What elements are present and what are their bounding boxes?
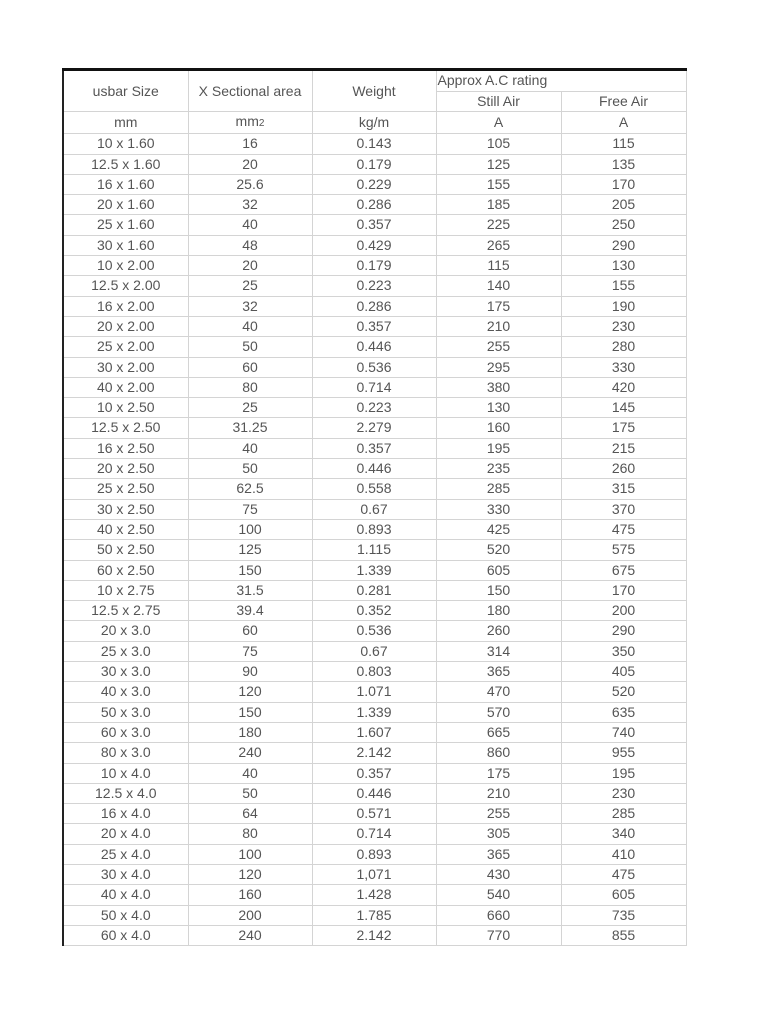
still-air-cell: 260: [436, 621, 561, 641]
area-cell: 25: [188, 398, 312, 418]
still-air-cell: 665: [436, 722, 561, 742]
area-cell: 40: [188, 763, 312, 783]
area-cell: 200: [188, 905, 312, 925]
size-cell: 12.5 x 2.50: [63, 418, 188, 438]
area-cell: 75: [188, 641, 312, 661]
weight-cell: 0.536: [312, 357, 436, 377]
size-cell: 16 x 1.60: [63, 174, 188, 194]
area-cell: 40: [188, 215, 312, 235]
area-cell: 32: [188, 195, 312, 215]
area-cell: 60: [188, 357, 312, 377]
area-cell: 25.6: [188, 174, 312, 194]
weight-cell: 0.714: [312, 824, 436, 844]
free-air-cell: 170: [561, 580, 686, 600]
still-air-cell: 255: [436, 804, 561, 824]
free-air-cell: 175: [561, 418, 686, 438]
weight-cell: 0.357: [312, 763, 436, 783]
table-row: [63, 519, 686, 539]
weight-cell: 0.446: [312, 459, 436, 479]
free-air-cell: 170: [561, 174, 686, 194]
table-row: [63, 743, 686, 763]
size-cell: 30 x 2.00: [63, 357, 188, 377]
weight-cell: 0.357: [312, 438, 436, 458]
table-row: [63, 601, 686, 621]
size-cell: 10 x 4.0: [63, 763, 188, 783]
size-cell: 16 x 4.0: [63, 804, 188, 824]
size-cell: 40 x 2.00: [63, 377, 188, 397]
unit-free-air: A: [561, 112, 686, 134]
still-air-cell: 365: [436, 844, 561, 864]
table-row: [63, 702, 686, 722]
weight-cell: 0.714: [312, 377, 436, 397]
still-air-cell: 125: [436, 154, 561, 174]
size-cell: 40 x 3.0: [63, 682, 188, 702]
size-cell: 60 x 2.50: [63, 560, 188, 580]
area-cell: 150: [188, 702, 312, 722]
table-row: [63, 398, 686, 418]
table-row: [63, 864, 686, 884]
unit-weight: kg/m: [312, 112, 436, 134]
still-air-cell: 175: [436, 296, 561, 316]
area-cell: 39.4: [188, 601, 312, 621]
still-air-cell: 470: [436, 682, 561, 702]
size-cell: 60 x 4.0: [63, 925, 188, 945]
free-air-cell: 330: [561, 357, 686, 377]
table-row: [63, 662, 686, 682]
size-cell: 12.5 x 1.60: [63, 154, 188, 174]
table-row: [63, 459, 686, 479]
weight-cell: 0.357: [312, 215, 436, 235]
table-row: [63, 215, 686, 235]
still-air-cell: 305: [436, 824, 561, 844]
weight-cell: 1.115: [312, 540, 436, 560]
table-row: [63, 377, 686, 397]
size-cell: 10 x 2.75: [63, 580, 188, 600]
size-cell: 20 x 2.00: [63, 316, 188, 336]
weight-cell: 0.143: [312, 134, 436, 154]
area-cell: 25: [188, 276, 312, 296]
free-air-cell: 740: [561, 722, 686, 742]
free-air-cell: 145: [561, 398, 686, 418]
still-air-cell: 150: [436, 580, 561, 600]
free-air-cell: 350: [561, 641, 686, 661]
header-weight: Weight: [312, 70, 436, 112]
size-cell: 50 x 3.0: [63, 702, 188, 722]
area-cell: 50: [188, 459, 312, 479]
area-cell: 100: [188, 844, 312, 864]
still-air-cell: 105: [436, 134, 561, 154]
still-air-cell: 185: [436, 195, 561, 215]
size-cell: 50 x 4.0: [63, 905, 188, 925]
area-cell: 80: [188, 377, 312, 397]
weight-cell: 0.352: [312, 601, 436, 621]
size-cell: 10 x 2.50: [63, 398, 188, 418]
still-air-cell: 520: [436, 540, 561, 560]
weight-cell: 0.179: [312, 256, 436, 276]
area-cell: 240: [188, 743, 312, 763]
weight-cell: 0.281: [312, 580, 436, 600]
area-cell: 31.25: [188, 418, 312, 438]
area-cell: 40: [188, 438, 312, 458]
free-air-cell: 250: [561, 215, 686, 235]
size-cell: 40 x 2.50: [63, 519, 188, 539]
size-cell: 16 x 2.50: [63, 438, 188, 458]
size-cell: 30 x 4.0: [63, 864, 188, 884]
area-cell: 75: [188, 499, 312, 519]
size-cell: 25 x 2.50: [63, 479, 188, 499]
still-air-cell: 210: [436, 316, 561, 336]
weight-cell: 1,071: [312, 864, 436, 884]
table-row: [63, 418, 686, 438]
size-cell: 12.5 x 2.75: [63, 601, 188, 621]
weight-cell: 1.339: [312, 560, 436, 580]
table-row: [63, 154, 686, 174]
weight-cell: 1.785: [312, 905, 436, 925]
table-row: [63, 560, 686, 580]
size-cell: 50 x 2.50: [63, 540, 188, 560]
weight-cell: 0.286: [312, 195, 436, 215]
still-air-cell: 140: [436, 276, 561, 296]
free-air-cell: 420: [561, 377, 686, 397]
area-cell: 64: [188, 804, 312, 824]
area-cell: 20: [188, 154, 312, 174]
weight-cell: 0.536: [312, 621, 436, 641]
header-size: usbar Size: [63, 70, 188, 112]
free-air-cell: 205: [561, 195, 686, 215]
size-cell: 20 x 2.50: [63, 459, 188, 479]
unit-still-air: A: [436, 112, 561, 134]
size-cell: 10 x 2.00: [63, 256, 188, 276]
header-area: X Sectional area: [188, 70, 312, 112]
free-air-cell: 410: [561, 844, 686, 864]
weight-cell: 0.357: [312, 316, 436, 336]
weight-cell: 2.142: [312, 743, 436, 763]
free-air-cell: 130: [561, 256, 686, 276]
table-row: [63, 925, 686, 945]
weight-cell: 0.571: [312, 804, 436, 824]
weight-cell: 0.179: [312, 154, 436, 174]
size-cell: 30 x 3.0: [63, 662, 188, 682]
table-row: [63, 621, 686, 641]
area-cell: 62.5: [188, 479, 312, 499]
free-air-cell: 955: [561, 743, 686, 763]
area-cell: 180: [188, 722, 312, 742]
still-air-cell: 540: [436, 885, 561, 905]
area-cell: 160: [188, 885, 312, 905]
still-air-cell: 115: [436, 256, 561, 276]
table-row: [63, 885, 686, 905]
still-air-cell: 130: [436, 398, 561, 418]
area-cell: 16: [188, 134, 312, 154]
still-air-cell: 295: [436, 357, 561, 377]
weight-cell: 1.339: [312, 702, 436, 722]
free-air-cell: 200: [561, 601, 686, 621]
free-air-cell: 195: [561, 763, 686, 783]
table-row: [63, 804, 686, 824]
unit-size: mm: [63, 112, 188, 134]
free-air-cell: 605: [561, 885, 686, 905]
free-air-cell: 260: [561, 459, 686, 479]
size-cell: 25 x 2.00: [63, 337, 188, 357]
still-air-cell: 314: [436, 641, 561, 661]
weight-cell: 1.071: [312, 682, 436, 702]
table-body: [63, 70, 686, 946]
weight-cell: 0.67: [312, 499, 436, 519]
table-row: [63, 296, 686, 316]
table-row: [63, 357, 686, 377]
size-cell: 30 x 1.60: [63, 235, 188, 255]
still-air-cell: 330: [436, 499, 561, 519]
free-air-cell: 290: [561, 235, 686, 255]
still-air-cell: 380: [436, 377, 561, 397]
area-cell: 150: [188, 560, 312, 580]
free-air-cell: 285: [561, 804, 686, 824]
size-cell: 20 x 4.0: [63, 824, 188, 844]
size-cell: 30 x 2.50: [63, 499, 188, 519]
weight-cell: 2.142: [312, 925, 436, 945]
free-air-cell: 290: [561, 621, 686, 641]
size-cell: 10 x 1.60: [63, 134, 188, 154]
table-row: [63, 824, 686, 844]
still-air-cell: 160: [436, 418, 561, 438]
free-air-cell: 475: [561, 864, 686, 884]
still-air-cell: 255: [436, 337, 561, 357]
weight-cell: 1.607: [312, 722, 436, 742]
weight-cell: 0.223: [312, 276, 436, 296]
header-rating: Approx A.C rating: [436, 70, 686, 92]
free-air-cell: 155: [561, 276, 686, 296]
free-air-cell: 230: [561, 783, 686, 803]
still-air-cell: 285: [436, 479, 561, 499]
table-row: [63, 256, 686, 276]
free-air-cell: 575: [561, 540, 686, 560]
still-air-cell: 195: [436, 438, 561, 458]
free-air-cell: 475: [561, 519, 686, 539]
weight-cell: 0.429: [312, 235, 436, 255]
free-air-cell: 190: [561, 296, 686, 316]
free-air-cell: 635: [561, 702, 686, 722]
unit-area-base: mm: [235, 113, 259, 129]
free-air-cell: 340: [561, 824, 686, 844]
size-cell: 60 x 3.0: [63, 722, 188, 742]
still-air-cell: 660: [436, 905, 561, 925]
table-row: [63, 174, 686, 194]
size-cell: 12.5 x 4.0: [63, 783, 188, 803]
area-cell: 120: [188, 682, 312, 702]
table-row: [63, 844, 686, 864]
table-row: [63, 905, 686, 925]
area-cell: 40: [188, 316, 312, 336]
still-air-cell: 175: [436, 763, 561, 783]
unit-area-exponent: 2: [258, 118, 265, 129]
weight-cell: 0.893: [312, 519, 436, 539]
still-air-cell: 180: [436, 601, 561, 621]
still-air-cell: 225: [436, 215, 561, 235]
area-cell: 50: [188, 337, 312, 357]
table-row: [63, 438, 686, 458]
table-row: [63, 580, 686, 600]
weight-cell: 0.229: [312, 174, 436, 194]
still-air-cell: 425: [436, 519, 561, 539]
units-row: [63, 112, 686, 134]
table-row: [63, 763, 686, 783]
weight-cell: 0.803: [312, 662, 436, 682]
free-air-cell: 315: [561, 479, 686, 499]
free-air-cell: 675: [561, 560, 686, 580]
size-cell: 25 x 4.0: [63, 844, 188, 864]
table-row: [63, 337, 686, 357]
area-cell: 48: [188, 235, 312, 255]
still-air-cell: 860: [436, 743, 561, 763]
weight-cell: 0.558: [312, 479, 436, 499]
still-air-cell: 570: [436, 702, 561, 722]
table-row: [63, 276, 686, 296]
free-air-cell: 405: [561, 662, 686, 682]
table-row: [63, 540, 686, 560]
table-row: [63, 235, 686, 255]
header-still-air: Still Air: [436, 91, 561, 112]
size-cell: 80 x 3.0: [63, 743, 188, 763]
size-cell: 12.5 x 2.00: [63, 276, 188, 296]
weight-cell: 0.223: [312, 398, 436, 418]
still-air-cell: 430: [436, 864, 561, 884]
busbar-table: [62, 68, 687, 946]
free-air-cell: 370: [561, 499, 686, 519]
weight-cell: 1.428: [312, 885, 436, 905]
area-cell: 240: [188, 925, 312, 945]
size-cell: 40 x 4.0: [63, 885, 188, 905]
free-air-cell: 280: [561, 337, 686, 357]
table-row: [63, 479, 686, 499]
weight-cell: 0.67: [312, 641, 436, 661]
unit-area: [188, 112, 312, 134]
size-cell: 16 x 2.00: [63, 296, 188, 316]
size-cell: 25 x 3.0: [63, 641, 188, 661]
table-row: [63, 641, 686, 661]
free-air-cell: 520: [561, 682, 686, 702]
weight-cell: 0.893: [312, 844, 436, 864]
weight-cell: 2.279: [312, 418, 436, 438]
still-air-cell: 605: [436, 560, 561, 580]
header-row: [63, 70, 686, 92]
free-air-cell: 215: [561, 438, 686, 458]
free-air-cell: 855: [561, 925, 686, 945]
still-air-cell: 235: [436, 459, 561, 479]
area-cell: 90: [188, 662, 312, 682]
size-cell: 20 x 3.0: [63, 621, 188, 641]
area-cell: 100: [188, 519, 312, 539]
weight-cell: 0.286: [312, 296, 436, 316]
free-air-cell: 135: [561, 154, 686, 174]
area-cell: 60: [188, 621, 312, 641]
free-air-cell: 735: [561, 905, 686, 925]
still-air-cell: 365: [436, 662, 561, 682]
table-row: [63, 682, 686, 702]
free-air-cell: 230: [561, 316, 686, 336]
weight-cell: 0.446: [312, 783, 436, 803]
table-row: [63, 134, 686, 154]
still-air-cell: 155: [436, 174, 561, 194]
table-row: [63, 783, 686, 803]
weight-cell: 0.446: [312, 337, 436, 357]
area-cell: 80: [188, 824, 312, 844]
table-row: [63, 499, 686, 519]
area-cell: 31.5: [188, 580, 312, 600]
size-cell: 25 x 1.60: [63, 215, 188, 235]
table-row: [63, 722, 686, 742]
table-row: [63, 316, 686, 336]
size-cell: 20 x 1.60: [63, 195, 188, 215]
still-air-cell: 210: [436, 783, 561, 803]
header-free-air: Free Air: [561, 91, 686, 112]
free-air-cell: 115: [561, 134, 686, 154]
area-cell: 20: [188, 256, 312, 276]
still-air-cell: 265: [436, 235, 561, 255]
still-air-cell: 770: [436, 925, 561, 945]
area-cell: 120: [188, 864, 312, 884]
area-cell: 125: [188, 540, 312, 560]
table-row: [63, 195, 686, 215]
area-cell: 32: [188, 296, 312, 316]
area-cell: 50: [188, 783, 312, 803]
